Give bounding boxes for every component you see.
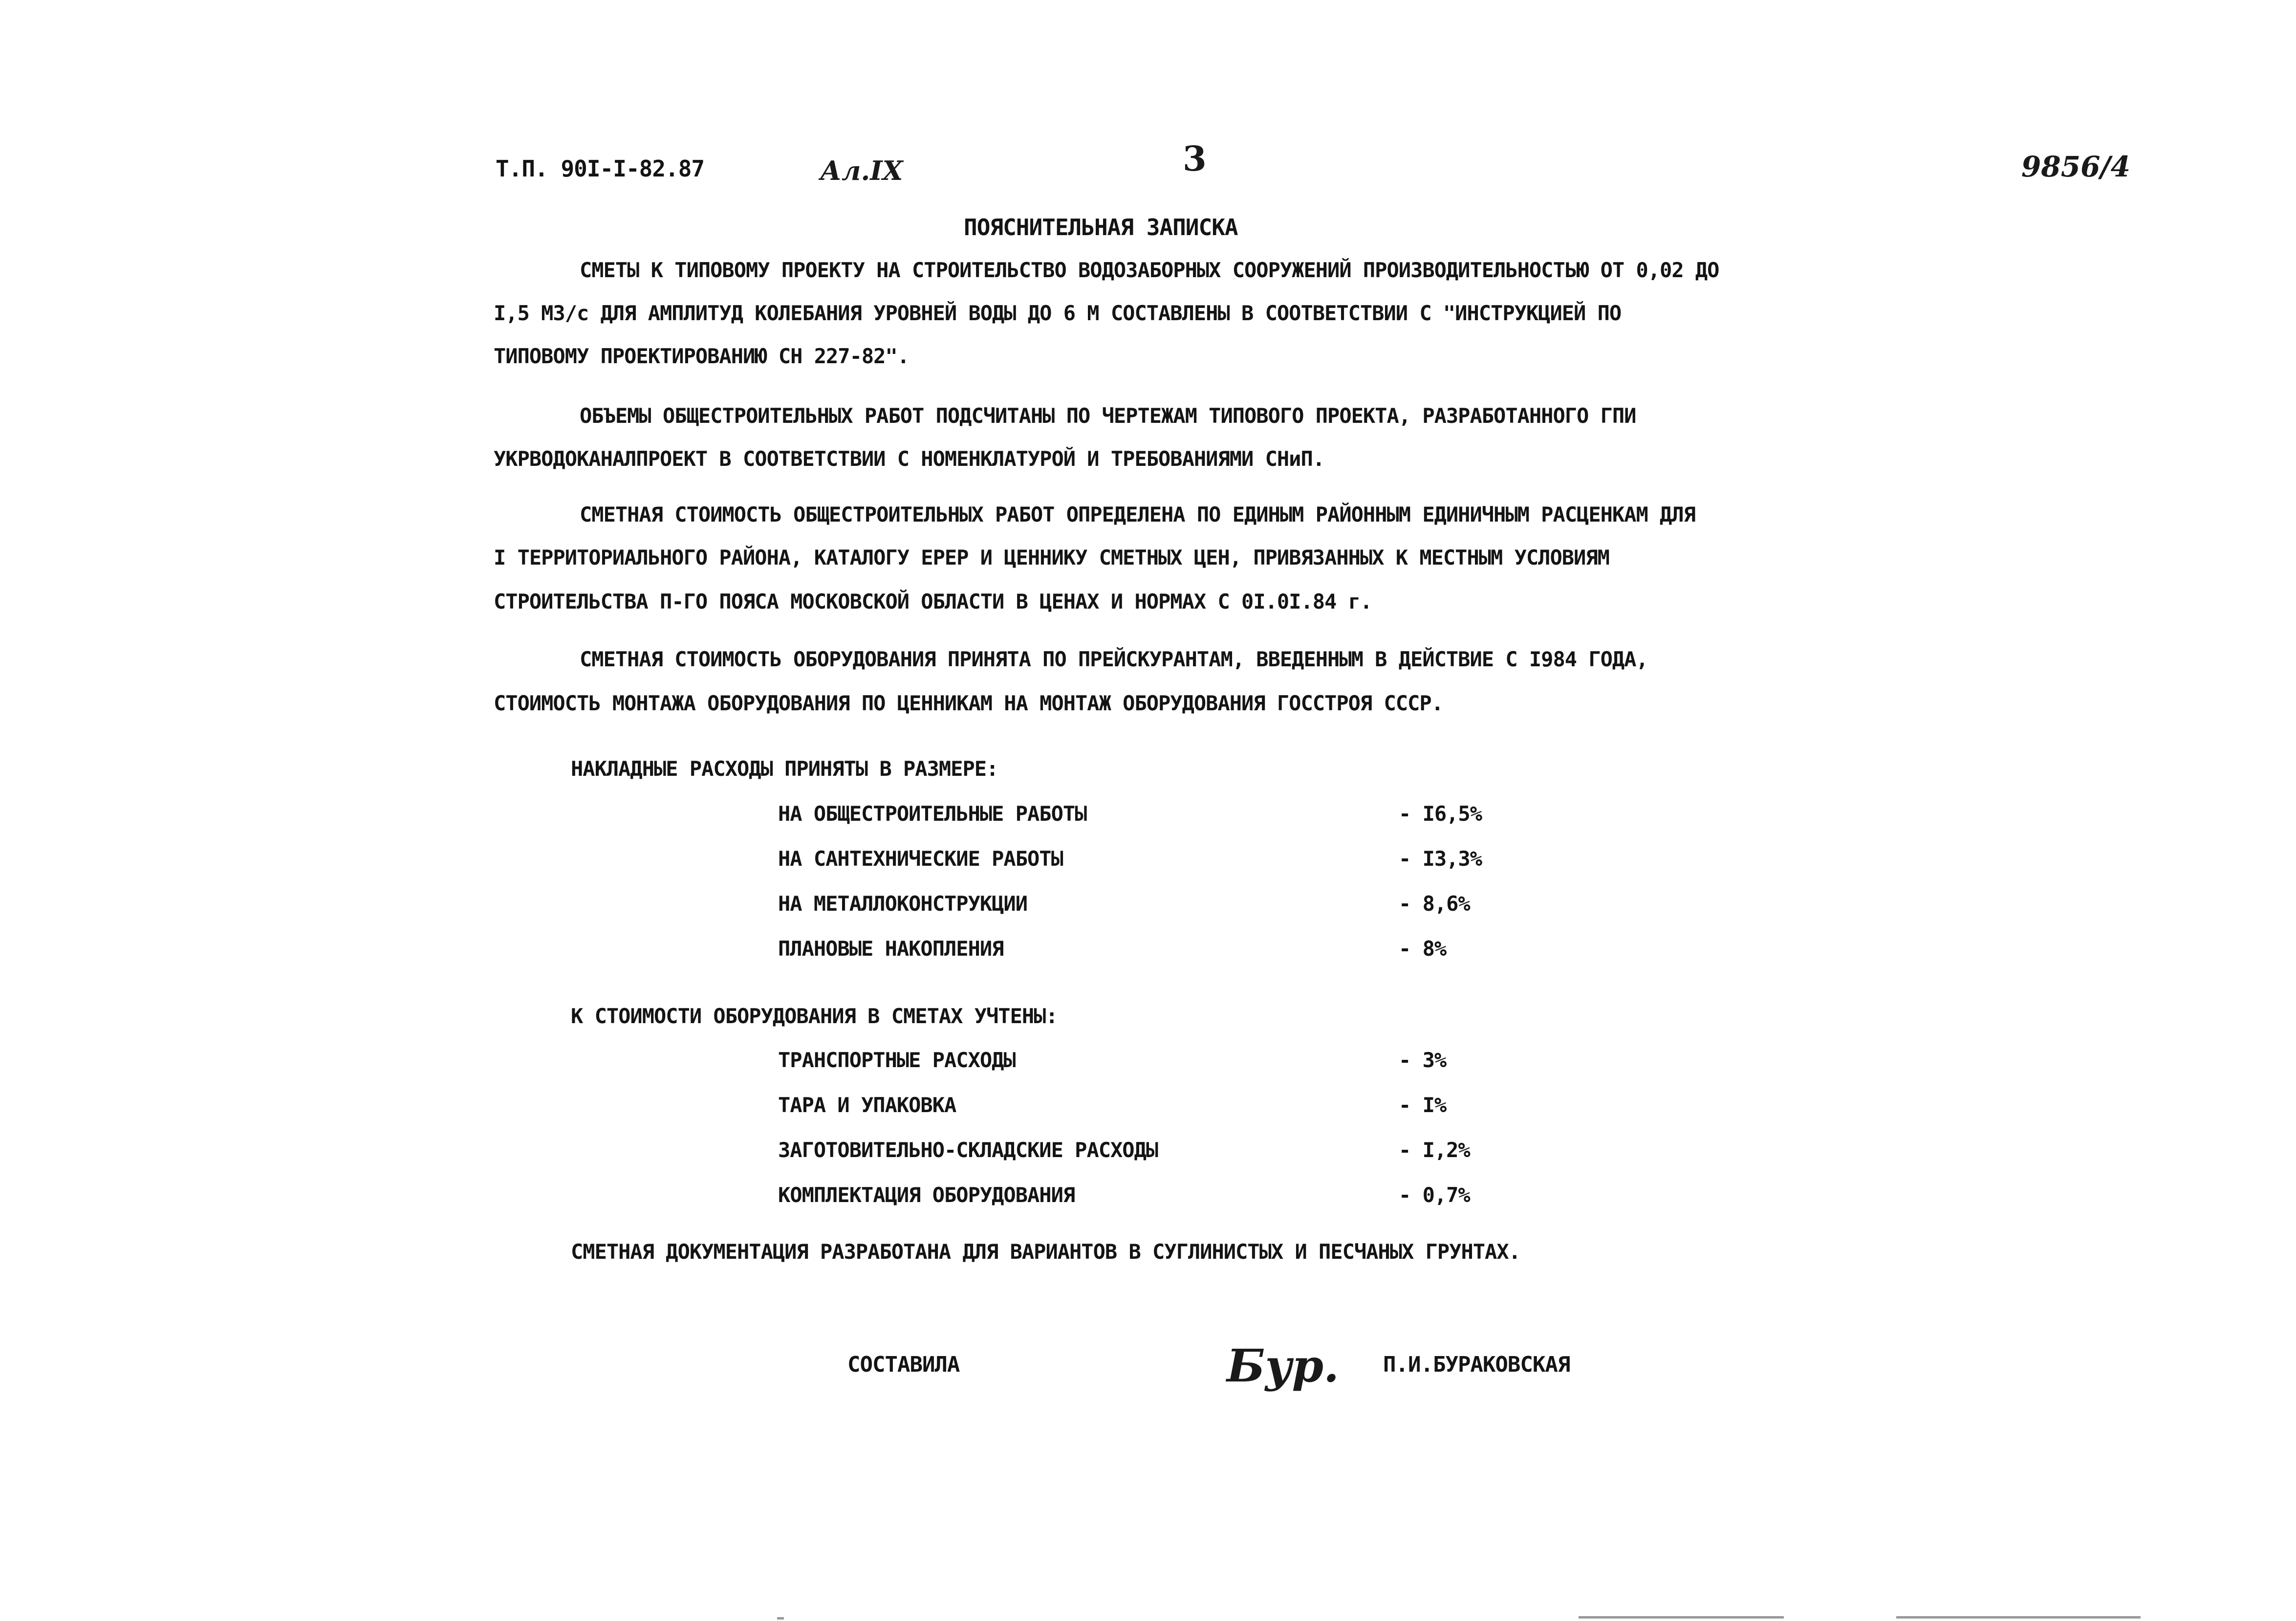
document-code: Т.П. 90I-I-82.87 [496, 155, 705, 182]
item-value: - 3% [1399, 1048, 1447, 1072]
paragraph-line: СМЕТНАЯ СТОИМОСТЬ ОБЩЕСТРОИТЕЛЬНЫХ РАБОТ ОПРЕДЕЛЕНА ПО ЕДИНЫМ РАЙОННЫМ ЕДИНИЧНЫМ РАСЦЕНКАМ ДЛЯ [580, 503, 1695, 526]
paragraph-line: I,5 МЗ/с ДЛЯ АМПЛИТУД КОЛЕБАНИЯ УРОВНЕЙ ВОДЫ ДО 6 М СОСТАВЛЕНЫ В СООТВЕТСТВИИ С "ИНСТРУКЦИЕЙ ПО [494, 301, 1622, 325]
scan-artifact [1896, 1616, 2141, 1619]
paragraph-line: ТИПОВОМУ ПРОЕКТИРОВАНИЮ СН 227-82". [494, 344, 910, 368]
item-value: - I,2% [1399, 1138, 1470, 1162]
item-label: НА МЕТАЛЛОКОНСТРУКЦИИ [778, 892, 1028, 916]
page-number: 3 [1183, 138, 1207, 179]
signature-role: СОСТАВИЛА [847, 1352, 960, 1377]
signature-mark: Бур. [1227, 1339, 1339, 1392]
equipment-heading: К СТОИМОСТИ ОБОРУДОВАНИЯ В СМЕТАХ УЧТЕНЫ: [571, 1004, 1058, 1028]
item-label: ПЛАНОВЫЕ НАКОПЛЕНИЯ [778, 937, 1004, 961]
paragraph-line: ОБЪЕМЫ ОБЩЕСТРОИТЕЛЬНЫХ РАБОТ ПОДСЧИТАНЫ ПО ЧЕРТЕЖАМ ТИПОВОГО ПРОЕКТА, РАЗРАБОТАННОГО ГПИ [580, 404, 1636, 428]
paragraph-line: СМЕТЫ К ТИПОВОМУ ПРОЕКТУ НА СТРОИТЕЛЬСТВО ВОДОЗАБОРНЫХ СООРУЖЕНИЙ ПРОИЗВОДИТЕЛЬНОСТЬЮ ОТ 0,02 ДО [580, 258, 1719, 282]
signatory-name: П.И.БУРАКОВСКАЯ [1383, 1352, 1570, 1377]
scan-artifact [777, 1617, 784, 1620]
scan-artifact [1579, 1616, 1784, 1619]
paragraph-line: СМЕТНАЯ СТОИМОСТЬ ОБОРУДОВАНИЯ ПРИНЯТА ПО ПРЕЙСКУРАНТАМ, ВВЕДЕННЫМ В ДЕЙСТВИЕ С I984 ГОДА, [580, 647, 1648, 671]
item-value: - 8,6% [1399, 892, 1470, 916]
document-title: ПОЯСНИТЕЛЬНАЯ ЗАПИСКА [964, 214, 1238, 241]
inventory-number: 9856/4 [2021, 150, 2130, 183]
album-mark: Ал.IX [820, 155, 903, 186]
item-label: ТАРА И УПАКОВКА [778, 1093, 956, 1117]
item-value: - I% [1399, 1093, 1447, 1117]
paragraph-line: СТОИМОСТЬ МОНТАЖА ОБОРУДОВАНИЯ ПО ЦЕННИКАМ НА МОНТАЖ ОБОРУДОВАНИЯ ГОССТРОЯ СССР. [494, 691, 1443, 715]
item-label: ТРАНСПОРТНЫЕ РАСХОДЫ [778, 1048, 1016, 1072]
closing-statement: СМЕТНАЯ ДОКУМЕНТАЦИЯ РАЗРАБОТАНА ДЛЯ ВАРИАНТОВ В СУГЛИНИСТЫХ И ПЕСЧАНЫХ ГРУНТАХ. [571, 1240, 1520, 1264]
item-label: КОМПЛЕКТАЦИЯ ОБОРУДОВАНИЯ [778, 1183, 1075, 1207]
item-value: - I3,3% [1399, 847, 1482, 871]
item-label: НА САНТЕХНИЧЕСКИЕ РАБОТЫ [778, 847, 1063, 871]
paragraph-line: I ТЕРРИТОРИАЛЬНОГО РАЙОНА, КАТАЛОГУ ЕРЕР И ЦЕННИКУ СМЕТНЫХ ЦЕН, ПРИВЯЗАННЫХ К МЕСТНЫМ УСЛОВИЯМ [494, 546, 1609, 570]
paragraph-line: СТРОИТЕЛЬСТВА П-ГО ПОЯСА МОСКОВСКОЙ ОБЛАСТИ В ЦЕНАХ И НОРМАХ С 0I.0I.84 г. [494, 590, 1372, 613]
item-value: - I6,5% [1399, 802, 1482, 826]
item-value: - 8% [1399, 937, 1447, 961]
paragraph-line: УКРВОДОКАНАЛПРОЕКТ В СООТВЕТСТВИИ С НОМЕНКЛАТУРОЙ И ТРЕБОВАНИЯМИ СНиП. [494, 447, 1325, 471]
item-label: НА ОБЩЕСТРОИТЕЛЬНЫЕ РАБОТЫ [778, 802, 1087, 826]
item-value: - 0,7% [1399, 1183, 1470, 1207]
item-label: ЗАГОТОВИТЕЛЬНО-СКЛАДСКИЕ РАСХОДЫ [778, 1138, 1158, 1162]
overhead-heading: НАКЛАДНЫЕ РАСХОДЫ ПРИНЯТЫ В РАЗМЕРЕ: [571, 757, 998, 781]
